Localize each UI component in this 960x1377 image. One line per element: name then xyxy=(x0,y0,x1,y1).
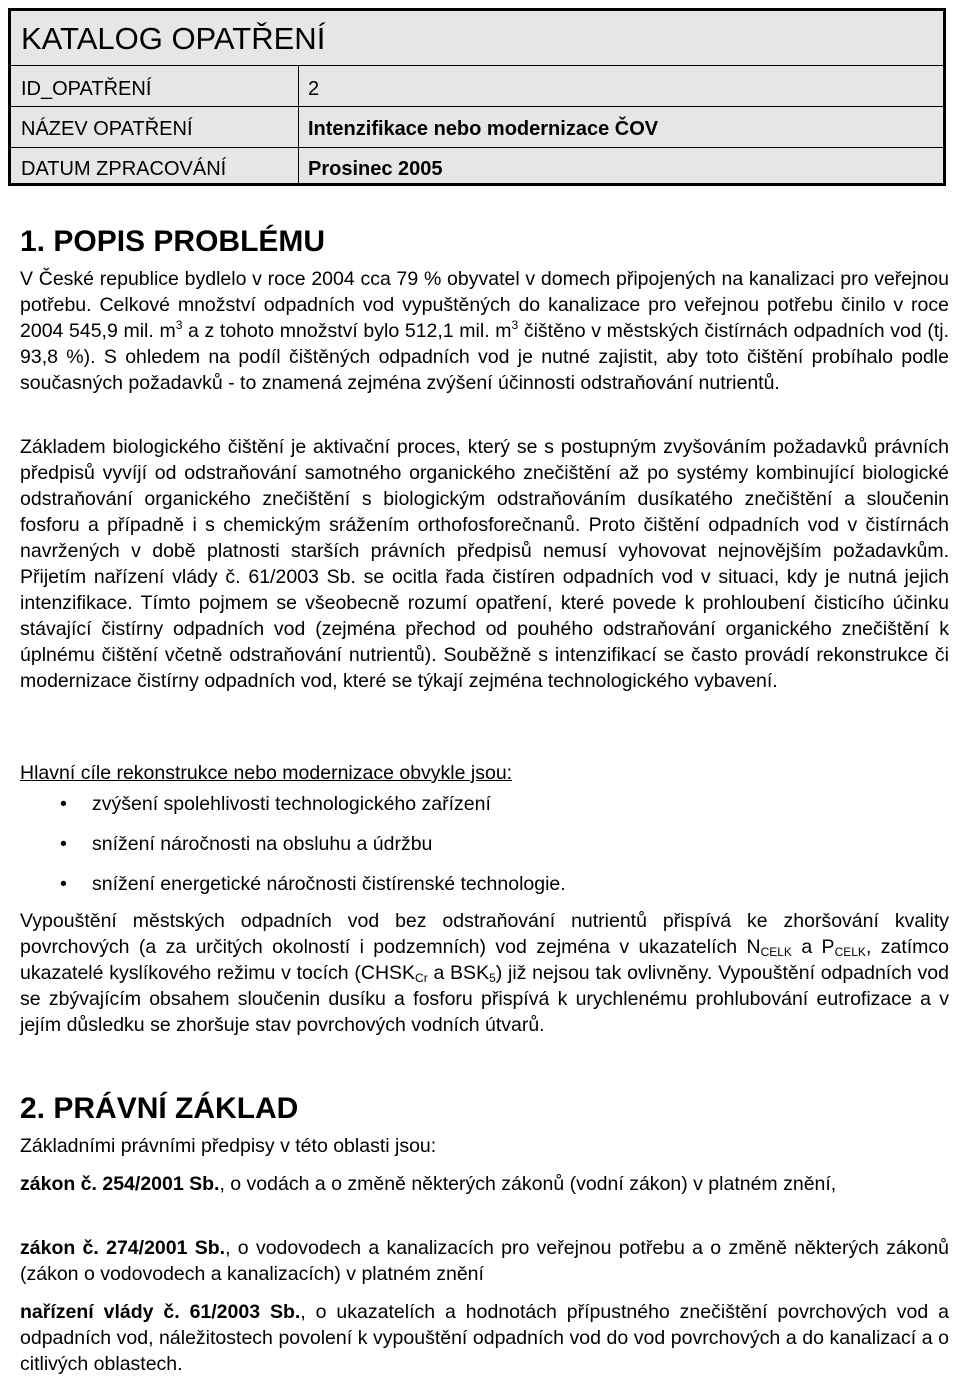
table-column-divider xyxy=(298,65,299,183)
name-label: NÁZEV OPATŘENÍ xyxy=(21,118,193,140)
bullet-icon: • xyxy=(60,793,67,815)
law-item-2: zákon č. 274/2001 Sb., o vodovodech a kanalizacích pro veřejnou potřebu a o změně některých zákonů (zákon o vodovodech a kanalizacích) v platném znění xyxy=(20,1237,949,1285)
catalog-title: KATALOG OPATŘENÍ xyxy=(21,21,326,56)
section-1-heading: 1. POPIS PROBLÉMU xyxy=(20,225,326,258)
section-2-heading: 2. PRÁVNÍ ZÁKLAD xyxy=(20,1092,299,1125)
section-1-paragraph-3: Vypouštění městských odpadních vod bez odstraňování nutrientů přispívá ke zhoršování kvality povrchových (a za určitých okolností i podzemních) vod zejména v ukazatelích $N_{CELK}$ a $P_{CELK}$, zatímco ukazatelé kyslíkového režimu v tocích ($CHSK_{Cr}$ a $BSK_5$) již nejsou tak ovlivněny. Vypouštění odpadních vod se zbývajícím obsahem sloučenin dusíku a fosforu přispívá k urychlenému prohlubování eutrofizace a v jejím důsledku se zhoršuje stav povrchových vodních útvarů. xyxy=(20,910,950,1036)
section-2-intro: Základními právními předpisy v této oblasti jsou: xyxy=(20,1135,437,1157)
goals-list xyxy=(20,791,920,911)
date-label: DATUM ZPRACOVÁNÍ xyxy=(21,158,227,180)
table-row-date xyxy=(11,147,943,180)
law-item-1: zákon č. 254/2001 Sb., o vodách a o změně některých zákonů (vodní zákon) v platném znění, xyxy=(20,1173,837,1195)
catalog-header-table xyxy=(8,8,946,186)
date-value: Prosinec 2005 xyxy=(308,158,443,180)
bullet-icon: • xyxy=(60,833,67,855)
table-row-id xyxy=(11,65,943,100)
law-item-3: nařízení vlády č. 61/2003 Sb., o ukazatelích a hodnotách přípustného znečištění povrchových vod a odpadních vod, náležitostech povolení k vypouštění odpadních vod do vod povrchových a do kanalizací a o citlivých oblastech. xyxy=(20,1301,949,1375)
table-row-name xyxy=(11,106,943,140)
name-value: Intenzifikace nebo modernizace ČOV xyxy=(308,118,659,140)
bullet-icon: • xyxy=(60,873,67,895)
list-item: • zvýšení spolehlivosti technologického zařízení xyxy=(60,793,491,815)
list-item: • snížení energetické náročnosti čistírenské technologie. xyxy=(60,873,566,895)
section-1-paragraph-2: Základem biologického čištění je aktivační proces, který se s postupným zvyšováním požadavků právních předpisů vyvíjí od odstraňování samotného organického znečištění až po systémy kombinující biologické odstraňování organického znečištění s biologickým odstraňováním dusíkatého znečištění a sloučenin fosforu a případně i s chemickým srážením orthofosforečnanů. Proto čištění odpadních vod v čistírnách navržených v době platnosti starších právních předpisů nemusí vyhovovat nejnovějším požadavkům. Přijetím nařízení vlády č. 61/2003 Sb. se ocitla řada čistíren odpadních vod v situaci, kdy je nutná jejich intenzifikace. Tímto pojmem se všeobecně rozumí opatření, které povede k prohloubení čisticího účinku stávající čistírny odpadních vod (zejména přechod od pouhého odstraňování organického znečištění k úplnému čištění včetně odstraňování nutrientů). Souběžně s intenzifikací se často provádí rekonstrukce či modernizace čistírny odpadních vod, které se týkají zejména technologického vybavení. xyxy=(20,436,949,692)
section-1-paragraph-1: V České republice bydlelo v roce 2004 cca 79 % obyvatel v domech připojených na kanalizaci pro veřejnou potřebu. Celkové množství odpadních vod vypuštěných do kanalizace pro veřejnou potřebu činilo v roce 2004 545,9 mil. $m^3$ a z tohoto množství bylo 512,1 mil. $m^3$ čištěno v městských čistírnách odpadních vod (tj. 93,8 %). S ohledem na podíl čištěných odpadních vod je nutné zajistit, aby toto čištění probíhalo podle současných požadavků - to znamená zejména zvýšení účinnosti odstraňování nutrientů. xyxy=(20,268,949,394)
id-label: ID_OPATŘENÍ xyxy=(21,78,152,100)
law-name: zákon č. 254/2001 Sb. xyxy=(20,1173,220,1195)
list-item: • snížení náročnosti na obsluhu a údržbu xyxy=(60,833,433,855)
law-name: nařízení vlády č. 61/2003 Sb. xyxy=(20,1301,301,1323)
goals-heading: Hlavní cíle rekonstrukce nebo modernizace obvykle jsou: xyxy=(20,762,513,784)
law-name: zákon č. 274/2001 Sb. xyxy=(20,1237,226,1259)
id-value: 2 xyxy=(308,78,320,100)
